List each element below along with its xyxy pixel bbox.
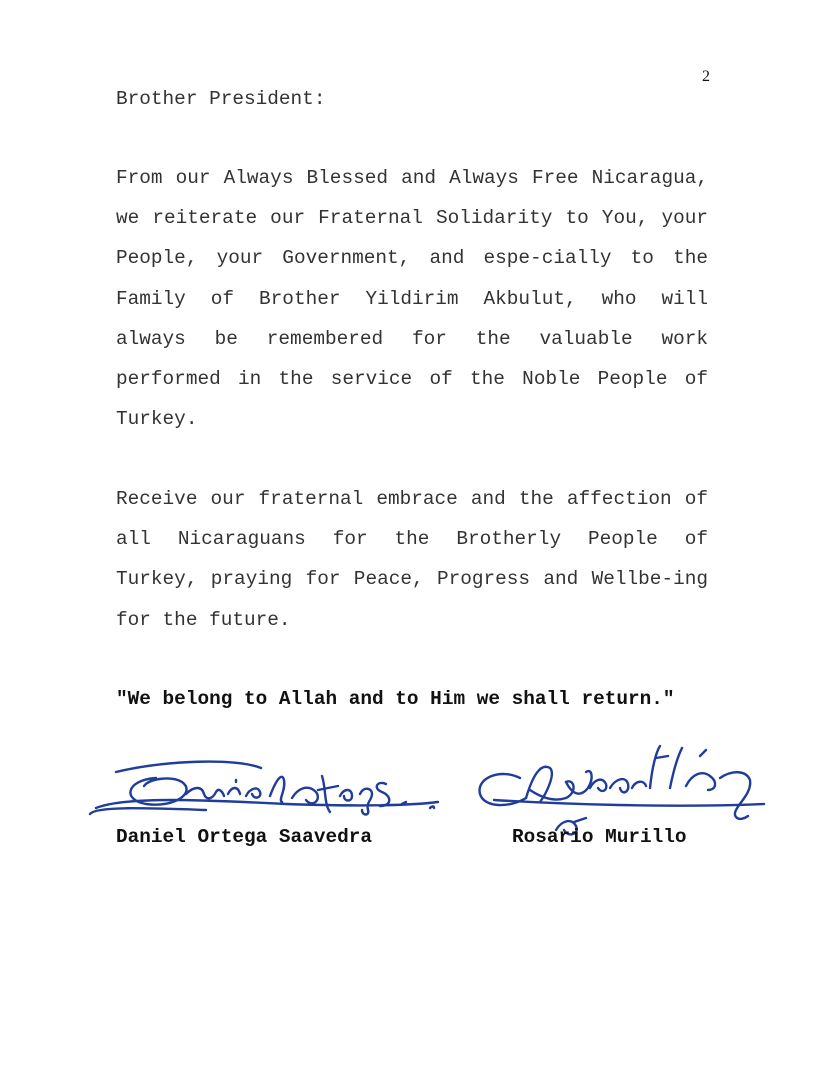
signature-ortega-image xyxy=(86,750,446,828)
paragraph-condolence: From our Always Blessed and Always Free Nicaragua, we reiterate our Fraternal Solidarity to You, your People, your Government, and espe-cially to the Family of Brother Yildirim Akbulut, who will always be remembered for the valuable work performed in the service of the Noble People of Turkey. xyxy=(116,167,708,431)
paragraph-embrace: Receive our fraternal embrace and the affection of all Nicaraguans for the Brotherly People of Turkey, praying for Peace, Progress and Wellbe-ing for the future. xyxy=(116,488,708,631)
signer-name-right: Rosario Murillo xyxy=(512,826,687,848)
page-number: 2 xyxy=(702,68,710,85)
signer-name-left: Daniel Ortega Saavedra xyxy=(116,826,372,848)
salutation: Brother President: xyxy=(116,88,326,110)
closing-quote: "We belong to Allah and to Him we shall return." xyxy=(116,688,675,710)
